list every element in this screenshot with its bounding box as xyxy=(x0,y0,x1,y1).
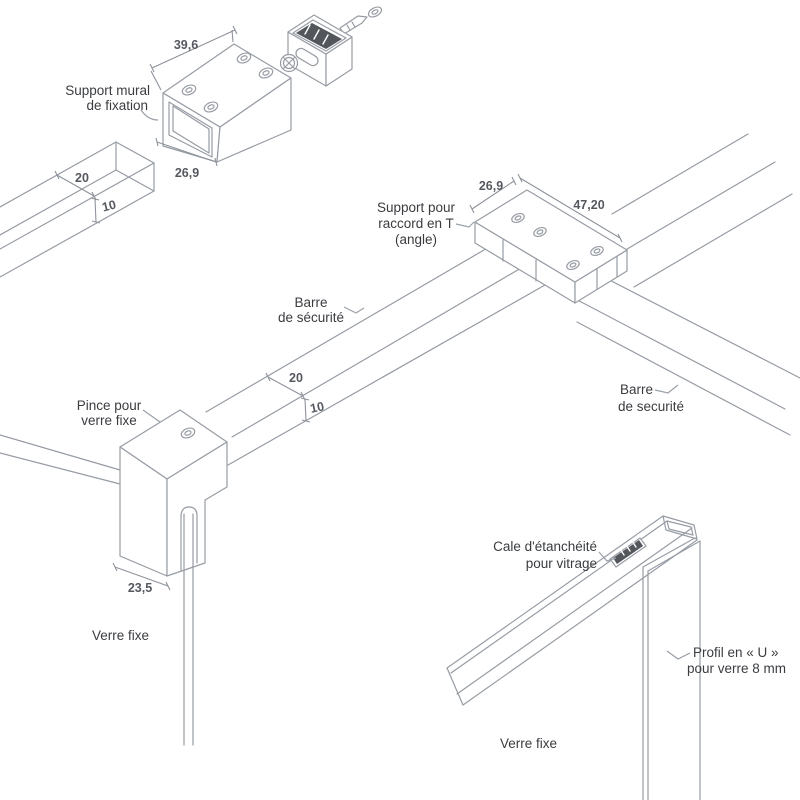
barre-mid-label-line1: Barre xyxy=(294,295,328,310)
barre-securite-mid-label xyxy=(278,295,364,325)
insert-bracket-drawing xyxy=(281,5,384,86)
wall-bracket-drawing xyxy=(163,44,291,162)
dim-pince-width: 23,5 xyxy=(127,581,153,595)
support-raccord-label-line1: Support pour xyxy=(376,200,456,215)
cale-label xyxy=(493,539,616,571)
left-bar-dims xyxy=(55,171,117,223)
barre-mid-label-line2: de sécurité xyxy=(277,310,345,325)
dim-tconn-width: 26,9 xyxy=(478,179,504,193)
through-bar-right-drawing xyxy=(612,134,792,287)
dim-mid-bar-height: 10 xyxy=(308,399,326,416)
dim-box-width: 39,6 xyxy=(173,38,199,52)
dim-left-bar-width: 20 xyxy=(75,171,89,185)
leader-line xyxy=(667,651,690,659)
wall-bracket-label xyxy=(65,83,158,120)
profil-label-line2: pour verre 8 mm xyxy=(687,661,787,676)
pince-label xyxy=(77,398,160,428)
t-connector-label xyxy=(377,200,474,247)
barre-right-label-line1: Barre xyxy=(620,382,654,397)
barre-securite-right-label xyxy=(618,382,684,414)
leader-line xyxy=(655,385,678,393)
leader-line xyxy=(456,222,474,227)
barre-right-label-line2: de securité xyxy=(618,399,685,414)
support-mural-label-line1: Support mural xyxy=(65,83,150,98)
dim-left-bar-height: 10 xyxy=(100,197,118,215)
washer-icon xyxy=(367,5,383,19)
support-raccord-label-line2: raccord en T xyxy=(378,216,454,231)
cale-drawing xyxy=(610,538,646,567)
pince-label-line2: verre fixe xyxy=(81,413,137,428)
cale-label-line1: Cale d'étanchéité xyxy=(493,539,597,554)
mid-bar-dims xyxy=(266,371,325,422)
profil-label xyxy=(667,645,786,676)
dim-tconn-length: 47,20 xyxy=(573,198,605,212)
cale-label-line2: pour vitrage xyxy=(525,556,597,571)
leader-line xyxy=(344,307,364,313)
dim-box-depth: 26,9 xyxy=(174,166,200,180)
verre-fixe-right-label: Verre fixe xyxy=(500,736,558,751)
main-bar-drawing xyxy=(206,229,545,465)
leader-line xyxy=(143,410,160,422)
support-raccord-label-line3: (angle) xyxy=(394,232,438,247)
left-bar-drawing xyxy=(0,142,154,277)
dim-mid-bar-width: 20 xyxy=(289,371,303,385)
profil-label-line1: Profil en « U » xyxy=(693,645,779,660)
pince-label-line1: Pince pour xyxy=(76,398,142,413)
support-mural-label-line2: de fixation xyxy=(86,98,148,113)
phillips-screw-head-icon xyxy=(281,55,298,72)
verre-fixe-left-label: Verre fixe xyxy=(92,628,150,643)
